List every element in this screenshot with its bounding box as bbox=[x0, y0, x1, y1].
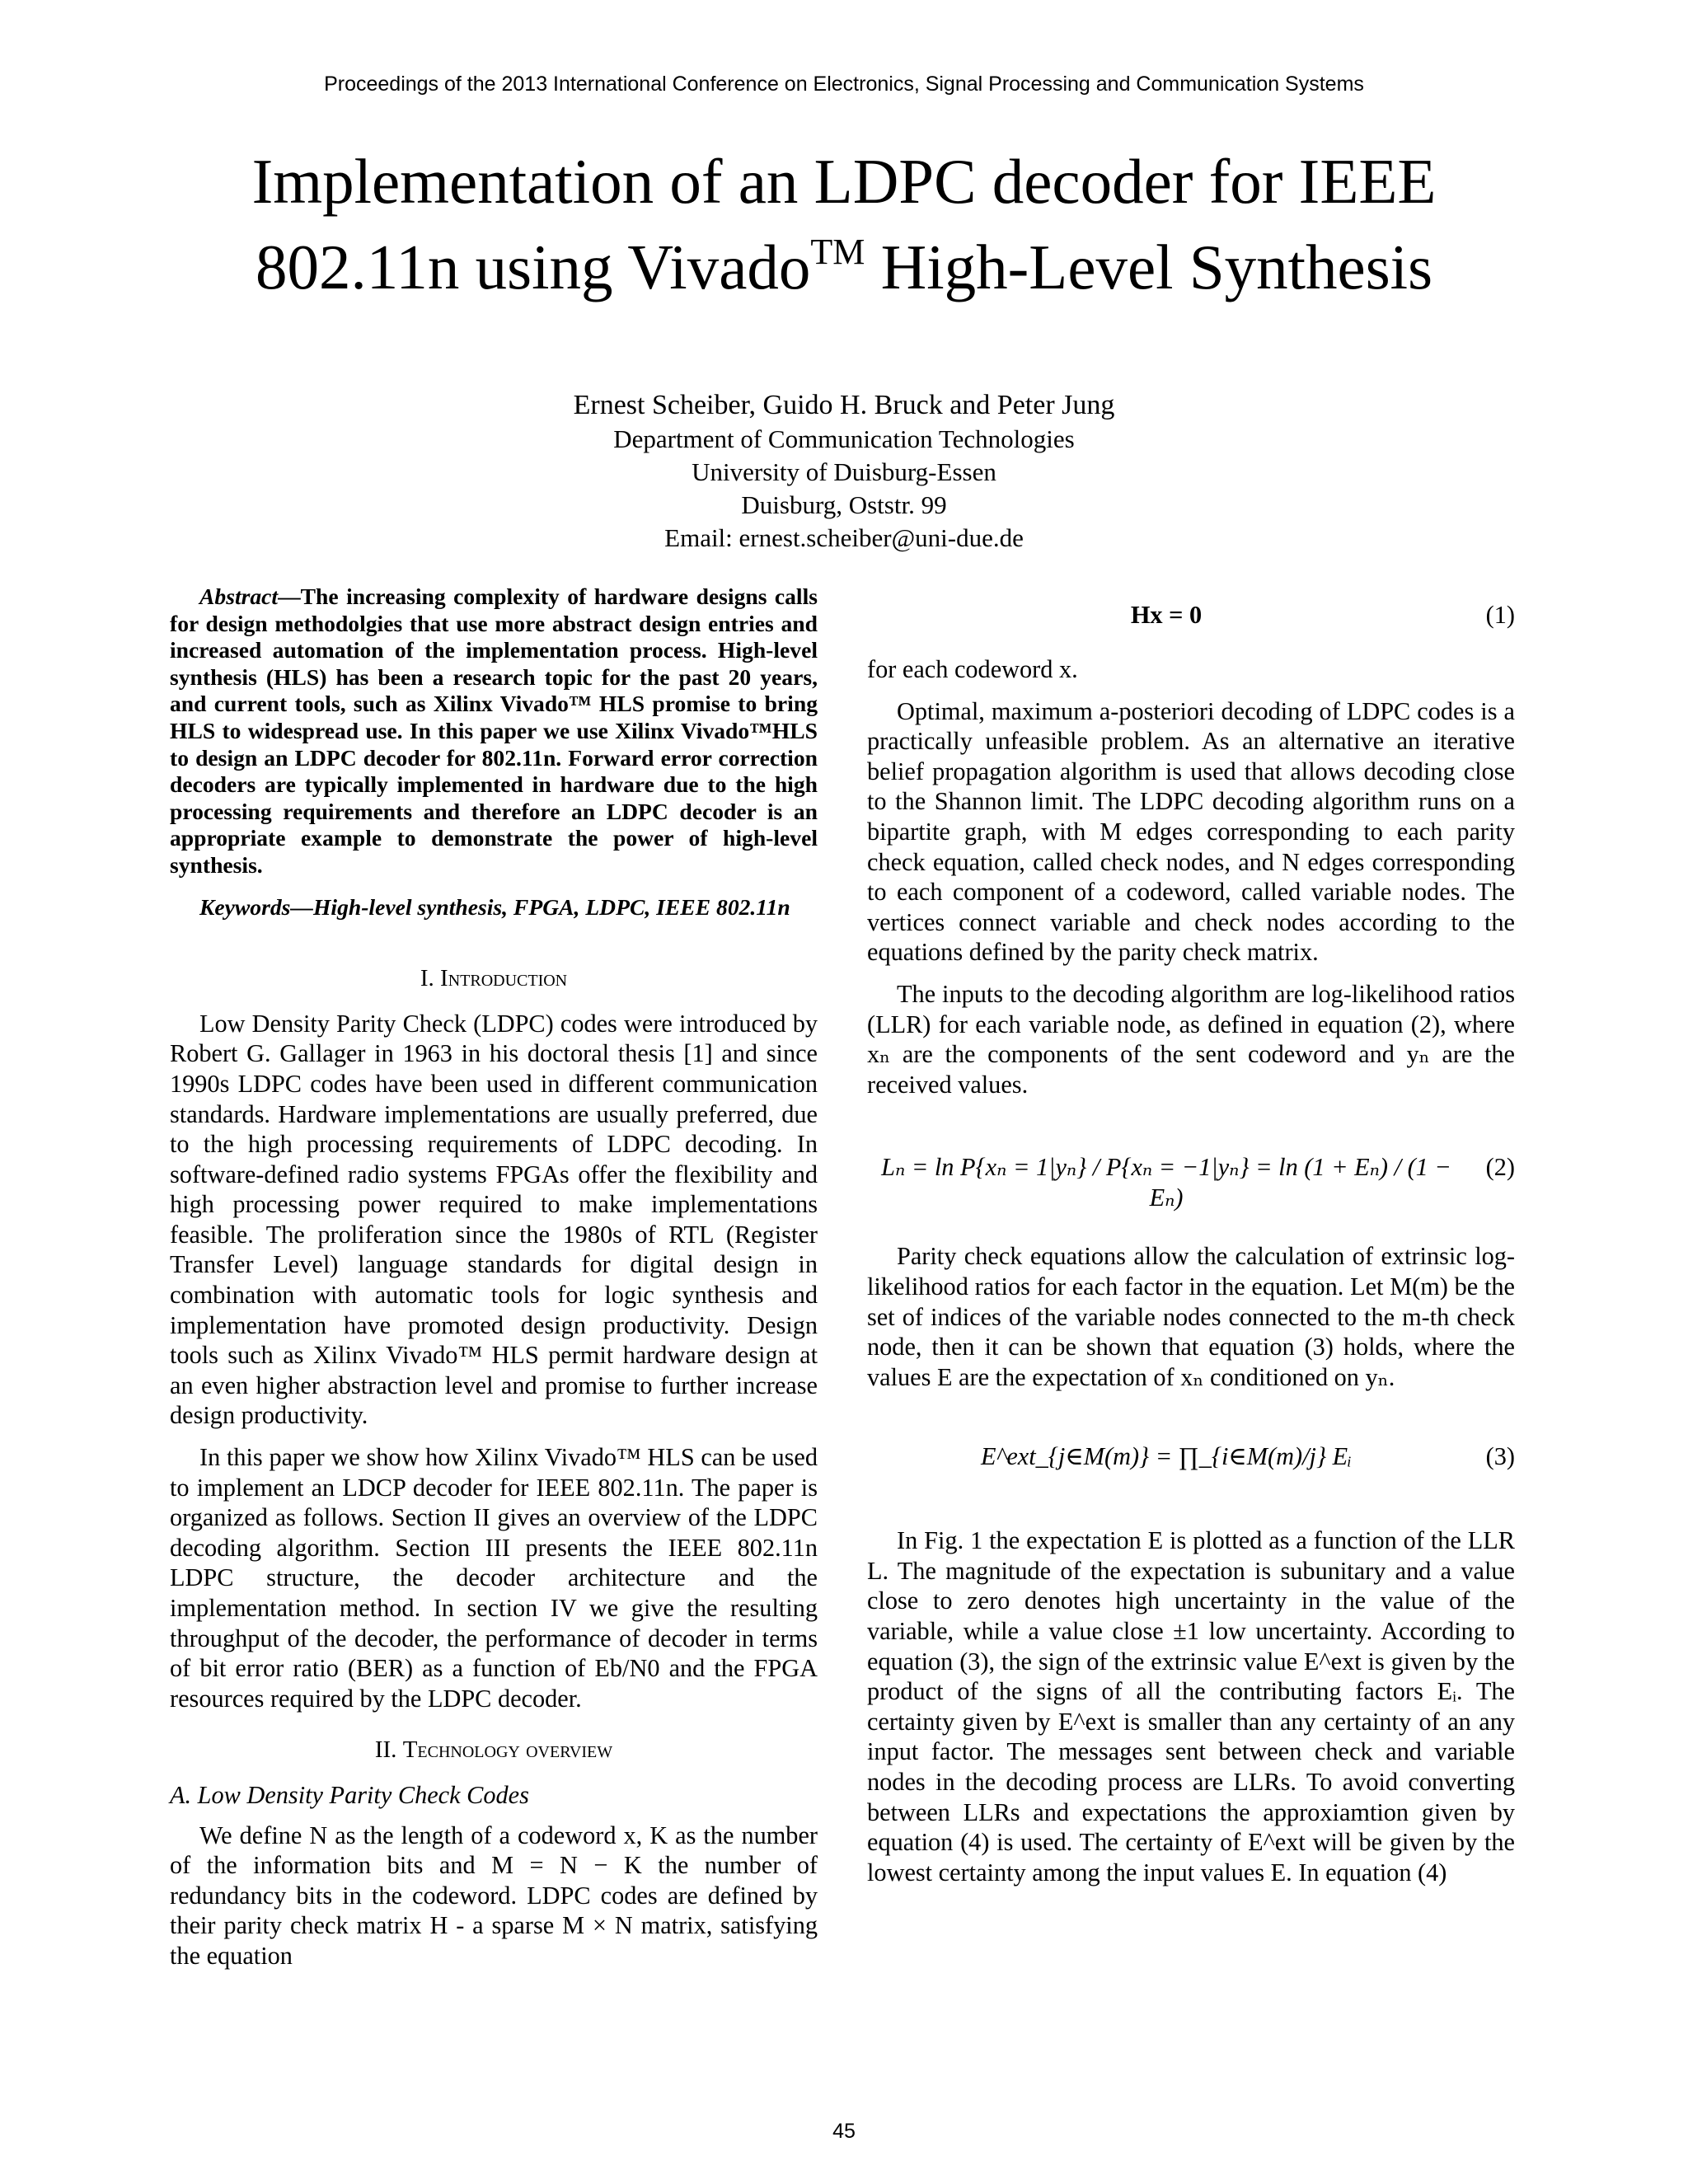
subsection-heading-ldpc: A. Low Density Parity Check Codes bbox=[170, 1780, 529, 1809]
abstract bbox=[170, 583, 818, 879]
abstract-lead: Abstract bbox=[199, 583, 279, 609]
section-1-title: Introduction bbox=[440, 965, 568, 992]
ldpc-definition-paragraph: We define N as the length of a codeword x, K as the number of the information bits and M = N − K the number of redundancy bits in the codeword. LDPC codes are defined by their parity check matrix H - a sparse M × N matrix, satisfying the equation bbox=[170, 1821, 818, 1970]
expectation-paragraph: In Fig. 1 the expectation E is plotted as a function of the LLR L. The magnitude of the expectation is subunitary and a value close to zero denotes high uncertainty in the value of the variable, while a value close ±1 low uncertainty. According to equation (3), the sign of the extrinsic value E^ext is given by the product of the signs of all the contributing factors Eᵢ. The certainty given by E^ext is smaller than any certainty of an any input factor. The messages sent between check and variable nodes in the decoding process are LLRs. To avoid converting between LLRs and expectations the approxiamtion given by equation (4) is used. The certainty of E^ext will be given by the lowest certainty among the input values E. In equation (4) bbox=[867, 1526, 1515, 1886]
left-column bbox=[170, 583, 818, 1983]
trademark-mark: TM bbox=[810, 232, 865, 272]
abstract-text: —The increasing complexity of hardware designs calls for design methodolgies that use more abstract design entries and increased automation of the implementation process. High-level synthesis (HLS) has been a research topic for the past 20 years, and current tools, such as Xilinx Vivado™ HLS promise to bring HLS to widespread use. In this paper we use Xilinx Vivado™HLS to design an LDPC decoder for 802.11n. Forward error correction decoders are typically implemented in hardware due to the high processing requirements and therefore an LDPC decoder is an appropriate example to demonstrate the power of high-level synthesis. bbox=[170, 583, 818, 878]
title-line-1: Implementation of an LDPC decoder for IEEE bbox=[251, 146, 1437, 217]
intro-paragraph-1: Low Density Parity Check (LDPC) codes were introduced by Robert G. Gallager in 1963 in his doctoral thesis [1] and since 1990s LDPC codes have been used in different communication standards. Hardware implementations are usually preferred, due to the high processing requirements of LDPC decoding. In software-defined radio systems FPGAs offer the flexibility and high processing power required to make implementations feasible. The proliferation since the 1980s of RTL (Register Transfer Level) language standards for digital design in combination with automatic tools for logic synthesis and implementation have promoted design productivity. Design tools such as Xilinx Vivado™ HLS permit hardware design at an even higher abstraction level and promise to further increase design productivity. bbox=[170, 1009, 818, 1430]
equation-1 bbox=[867, 590, 1515, 648]
affiliation-email: Email: ernest.scheiber@uni-due.de bbox=[664, 523, 1024, 552]
codeword-note: for each codeword x. bbox=[867, 655, 1078, 683]
section-2-number: II. bbox=[374, 1736, 397, 1764]
equation-3 bbox=[867, 1404, 1515, 1519]
affiliation-department: Department of Communication Technologies bbox=[613, 424, 1075, 453]
llr-paragraph: The inputs to the decoding algorithm are log-likelihood ratios (LLR) for each variable node, as defined in equation (2), where xₙ are the components of the sent codeword and yₙ are the received values. bbox=[867, 979, 1515, 1099]
equation-3-number: (3) bbox=[1485, 1442, 1515, 1471]
keywords bbox=[170, 894, 818, 921]
affiliation-university: University of Duisburg-Essen bbox=[692, 457, 996, 486]
paper-title bbox=[132, 138, 1556, 310]
equation-2-number: (2) bbox=[1485, 1153, 1515, 1182]
affiliation-block bbox=[0, 423, 1688, 555]
proceedings-header: Proceedings of the 2013 International Conference on Electronics, Signal Processing and Communication Systems bbox=[324, 73, 1364, 96]
equation-2 bbox=[867, 1111, 1515, 1235]
right-column bbox=[867, 583, 1515, 1899]
decoding-paragraph: Optimal, maximum a-posteriori decoding of LDPC codes is a practically unfeasible problem. As an alternative an iterative belief propagation algorithm is used that allows decoding close to the Shannon limit. The LDPC decoding algorithm runs on a bipartite graph, with M edges corresponding to each parity check equation, called check nodes, and N edges corresponding to each component of a codeword, called variable nodes. The vertices connect variable and check nodes according to the equations defined by the parity check matrix. bbox=[867, 696, 1515, 967]
title-line-2a: 802.11n using Vivado bbox=[255, 232, 811, 302]
equation-1-body: Hx = 0 bbox=[1130, 601, 1203, 629]
keywords-lead: Keywords bbox=[199, 893, 291, 920]
affiliation-address: Duisburg, Oststr. 99 bbox=[741, 490, 947, 519]
title-line-2b: High-Level Synthesis bbox=[865, 232, 1433, 302]
intro-paragraph-2: In this paper we show how Xilinx Vivado™ HLS can be used to implement an LDCP decoder for IEEE 802.11n. The paper is organized as follows. Section II gives an overview of the LDPC decoding algorithm. Section III presents the IEEE 802.11n LDPC structure, the decoder architecture and the implementation method. In section IV we give the resulting throughput of the decoder, the performance of decoder in terms of bit error ratio (BER) as a function of Eb/N0 and the FPGA resources required by the LDPC decoder. bbox=[170, 1443, 818, 1713]
section-heading-technology bbox=[170, 1735, 818, 1765]
author-list: Ernest Scheiber, Guido H. Bruck and Peter Jung bbox=[573, 390, 1115, 420]
equation-2-body: Lₙ = ln P{xₙ = 1|yₙ} / P{xₙ = −1|yₙ} = ln (1 + Eₙ) / (1 − Eₙ) bbox=[881, 1153, 1451, 1212]
equation-1-number: (1) bbox=[1485, 601, 1515, 629]
section-1-number: I. bbox=[420, 965, 434, 992]
section-2-title: Technology overview bbox=[402, 1736, 613, 1764]
equation-3-body: E^ext_{j∈M(m)} = ∏_{i∈M(m)/j} Eᵢ bbox=[981, 1442, 1352, 1471]
parity-check-paragraph: Parity check equations allow the calculation of extrinsic log-likelihood ratios for each factor in the equation. Let M(m) be the set of indices of the variable nodes connected to the m-th check node, then it can be shown that equation (3) holds, where the values E are the expectation of xₙ conditioned on yₙ. bbox=[867, 1242, 1515, 1391]
keywords-text: —High-level synthesis, FPGA, LDPC, IEEE 802.11n bbox=[290, 893, 790, 920]
section-heading-introduction bbox=[170, 963, 818, 994]
page-number: 45 bbox=[832, 2120, 856, 2143]
